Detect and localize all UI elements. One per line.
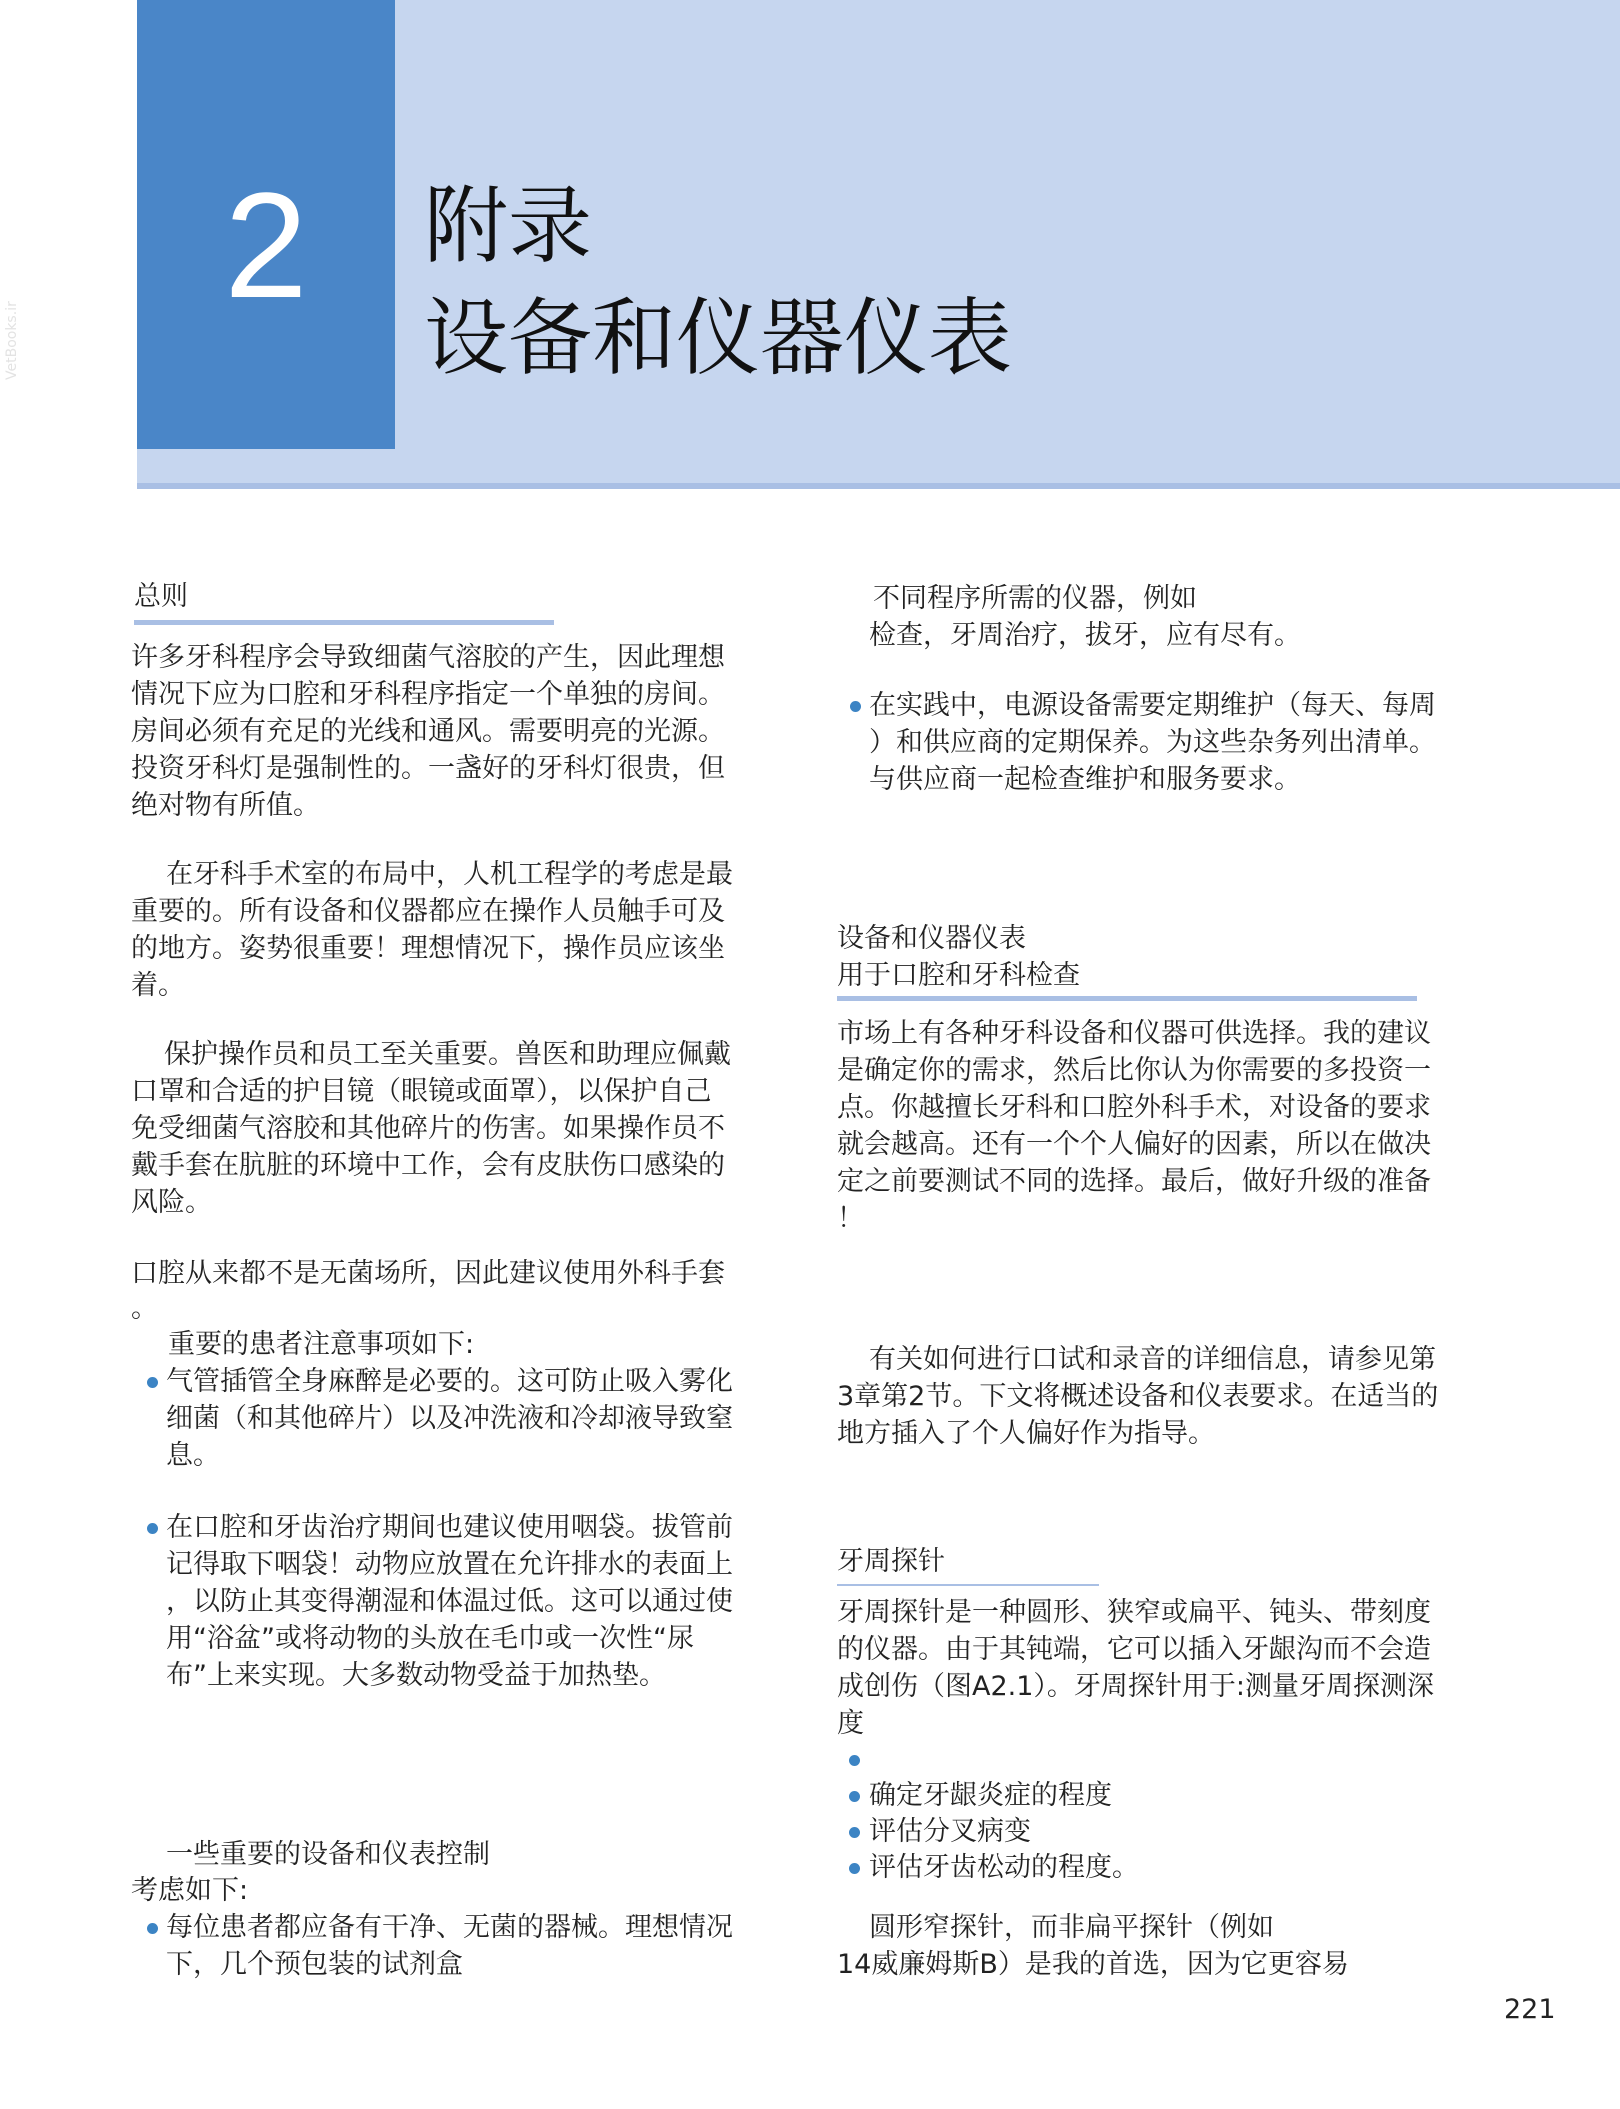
text-line: 投资牙科灯是强制性的。一盏好的牙科灯很贵，但: [131, 753, 725, 784]
text-line: 不同程序所需的仪器，例如: [873, 583, 1197, 614]
text-line: 一些重要的设备和仪表控制: [166, 1839, 490, 1870]
text-line: 用“浴盆”或将动物的头放在毛巾或一次性“尿: [166, 1623, 694, 1654]
text-line: 地方插入了个人偏好作为指导。: [837, 1418, 1215, 1449]
text-line: 市场上有各种牙科设备和仪器可供选择。我的建议: [837, 1018, 1431, 1049]
text-line: 在牙科手术室的布局中，人机工程学的考虑是最: [166, 859, 733, 890]
text-line: 。: [131, 1293, 158, 1324]
heading-line: 用于口腔和牙科检查: [837, 960, 1080, 991]
bullet-icon: [147, 1923, 158, 1934]
text-line: 每位患者都应备有干净、无菌的器械。理想情况: [166, 1912, 733, 1943]
text-line: 口腔从来都不是无菌场所，因此建议使用外科手套: [131, 1258, 725, 1289]
bullet-icon: [147, 1377, 158, 1388]
chapter-title: [424, 170, 1012, 394]
text-line: 的仪器。由于其钝端，它可以插入牙龈沟而不会造: [837, 1634, 1431, 1665]
patient-considerations-intro: 重要的患者注意事项如下:: [168, 1329, 475, 1360]
text-line: 考虑如下:: [131, 1875, 249, 1906]
text-line: 细菌（和其他碎片）以及冲洗液和冷却液导致窒: [166, 1403, 733, 1434]
text-line: 口罩和合适的护目镜（眼镜或面罩），以保护自己: [131, 1076, 712, 1107]
text-line: 定之前要测试不同的选择。最后，做好升级的准备: [837, 1166, 1431, 1197]
text-line: 在实践中，电源设备需要定期维护（每天、每周: [869, 690, 1436, 721]
header-divider: [137, 483, 1620, 489]
page-number: 221: [1504, 1994, 1556, 2025]
text-line: 确定牙龈炎症的程度: [869, 1780, 1112, 1811]
bullet-icon: [850, 701, 861, 712]
text-line: 记得取下咽袋！动物应放置在允许排水的表面上: [166, 1549, 733, 1580]
text-line: 着。: [131, 970, 185, 1001]
text-line: 牙周探针是一种圆形、狭窄或扁平、钝头、带刻度: [837, 1597, 1431, 1628]
text-line: 免受细菌气溶胶和其他碎片的伤害。如果操作员不: [131, 1113, 725, 1144]
chapter-number-box: [137, 0, 395, 449]
watermark: VetBooks.ir: [4, 301, 20, 380]
text-line: 14威廉姆斯B）是我的首选，因为它更容易: [837, 1949, 1349, 1980]
bullet-icon: [849, 1755, 860, 1766]
text-line: 布”上来实现。大多数动物受益于加热垫。: [166, 1660, 666, 1691]
bullet-icon: [849, 1827, 860, 1838]
heading-rule: [134, 620, 554, 625]
chapter-label: 附录: [424, 177, 593, 275]
section-heading-probe: 牙周探针: [837, 1546, 945, 1577]
text-line: 与供应商一起检查维护和服务要求。: [869, 764, 1301, 795]
text-line: 的地方。姿势很重要！理想情况下，操作员应该坐: [131, 933, 725, 964]
text-line: 许多牙科程序会导致细菌气溶胶的产生，因此理想: [131, 642, 725, 673]
text-line: 是确定你的需求，然后比你认为你需要的多投资一: [837, 1055, 1431, 1086]
text-line: 有关如何进行口试和录音的详细信息，请参见第: [869, 1344, 1436, 1375]
text-line: 情况下应为口腔和牙科程序指定一个单独的房间。: [131, 679, 725, 710]
text-line: 度: [837, 1708, 864, 1739]
heading-rule: [837, 996, 1417, 1001]
text-line: 3章第2节。下文将概述设备和仪表要求。在适当的: [837, 1381, 1439, 1412]
chapter-title-text: 设备和仪器仪表: [424, 289, 1013, 387]
text-line: ，以防止其变得潮湿和体温过低。这可以通过使: [166, 1586, 733, 1617]
text-line: 评估牙齿松动的程度。: [869, 1852, 1139, 1883]
bullet-icon: [849, 1791, 860, 1802]
text-line: 保护操作员和员工至关重要。兽医和助理应佩戴: [164, 1039, 731, 1070]
bullet-icon: [147, 1523, 158, 1534]
text-line: 息。: [166, 1440, 220, 1471]
text-line: 成创伤（图A2.1）。牙周探针用于:测量牙周探测深: [837, 1671, 1435, 1702]
text-line: 下，几个预包装的试剂盒: [166, 1949, 463, 1980]
text-line: 圆形窄探针，而非扁平探针（例如: [869, 1912, 1274, 1943]
text-line: 戴手套在肮脏的环境中工作，会有皮肤伤口感染的: [131, 1150, 725, 1181]
text-line: 绝对物有所值。: [131, 790, 320, 821]
text-line: 重要的。所有设备和仪器都应在操作人员触手可及: [131, 896, 725, 927]
text-line: 检查，牙周治疗，拔牙，应有尽有。: [869, 620, 1301, 651]
text-line: 评估分叉病变: [869, 1816, 1031, 1847]
text-line: 在口腔和牙齿治疗期间也建议使用咽袋。拔管前: [166, 1512, 733, 1543]
bullet-icon: [849, 1863, 860, 1874]
text-line: 气管插管全身麻醉是必要的。这可防止吸入雾化: [166, 1366, 733, 1397]
text-line: 点。你越擅长牙科和口腔外科手术，对设备的要求: [837, 1092, 1431, 1123]
chapter-number: 2: [224, 161, 308, 329]
text-line: ）和供应商的定期保养。为这些杂务列出清单。: [869, 727, 1436, 758]
section-heading-general: 总则: [134, 581, 188, 612]
text-line: 风险。: [131, 1187, 212, 1218]
text-line: ！: [837, 1203, 864, 1234]
text-line: 房间必须有充足的光线和通风。需要明亮的光源。: [131, 716, 725, 747]
heading-rule: [837, 1584, 1099, 1586]
heading-line: 设备和仪器仪表: [837, 923, 1026, 954]
text-line: 就会越高。还有一个个人偏好的因素，所以在做决: [837, 1129, 1431, 1160]
